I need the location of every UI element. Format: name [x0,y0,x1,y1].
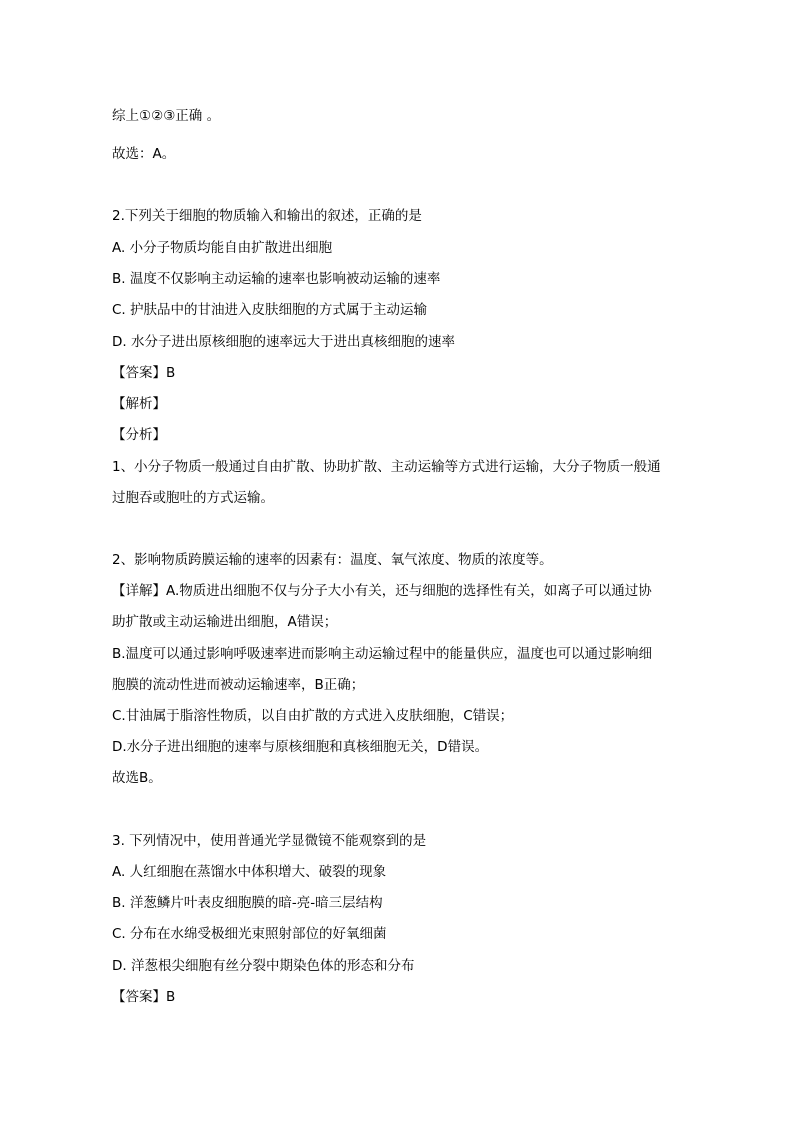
conclusion-line: 综上①②③正确 。 [112,108,221,124]
detail-d: D.水分子进出细胞的速率与原核细胞和真核细胞无关，D错误。 [112,739,489,755]
detail-a-cont: 助扩散或主动运输进出细胞，A错误； [112,614,338,630]
question-2-stem: 2.下列关于细胞的物质输入和输出的叙述，正确的是 [112,208,422,224]
analysis-subheading: 【分析】 [112,427,166,443]
question-2-option-b: B. 温度不仅影响主动运输的速率也影响被动运输的速率 [112,271,441,287]
question-2-option-a: A. 小分子物质均能自由扩散进出细胞 [112,240,333,256]
question-3-option-d: D. 洋葱根尖细胞有丝分裂中期染色体的形态和分布 [112,958,415,974]
choose-b-line: 故选B。 [112,770,162,786]
question-3-option-b: B. 洋葱鳞片叶表皮细胞膜的暗-亮-暗三层结构 [112,895,383,911]
question-3-stem: 3. 下列情况中，使用普通光学显微镜不能观察到的是 [112,833,427,849]
question-2-option-d: D. 水分子进出原核细胞的速率远大于进出真核细胞的速率 [112,334,455,350]
question-3-option-c: C. 分布在水绵受极细光束照射部位的好氧细菌 [112,926,387,942]
analysis-heading: 【解析】 [112,396,166,412]
choose-line: 故选：A。 [112,146,176,162]
detail-b: B.温度可以通过影响呼吸速率进而影响主动运输过程中的能量供应，温度也可以通过影响细 [112,646,653,662]
detail-c: C.甘油属于脂溶性物质，以自由扩散的方式进入皮肤细胞，C错误； [112,708,514,724]
detail-a: 【详解】A.物质进出细胞不仅与分子大小有关，还与细胞的选择性有关，如离子可以通过协 [112,583,652,599]
question-3-option-a: A. 人红细胞在蒸馏水中体积增大、破裂的现象 [112,864,387,880]
answer-label: 【答案】B [112,365,176,381]
analysis-point-1-cont: 过胞吞或胞吐的方式运输。 [112,490,274,506]
detail-b-cont: 胞膜的流动性进而被动运输速率，B正确； [112,677,365,693]
question-2-option-c: C. 护肤品中的甘油进入皮肤细胞的方式属于主动运输 [112,302,428,318]
analysis-point-1: 1、小分子物质一般通过自由扩散、协助扩散、主动运输等方式进行运输，大分子物质一般通 [112,459,661,475]
analysis-point-2: 2、影响物质跨膜运输的速率的因素有：温度、氧气浓度、物质的浓度等。 [112,552,553,568]
answer-label-2: 【答案】B [112,989,176,1005]
